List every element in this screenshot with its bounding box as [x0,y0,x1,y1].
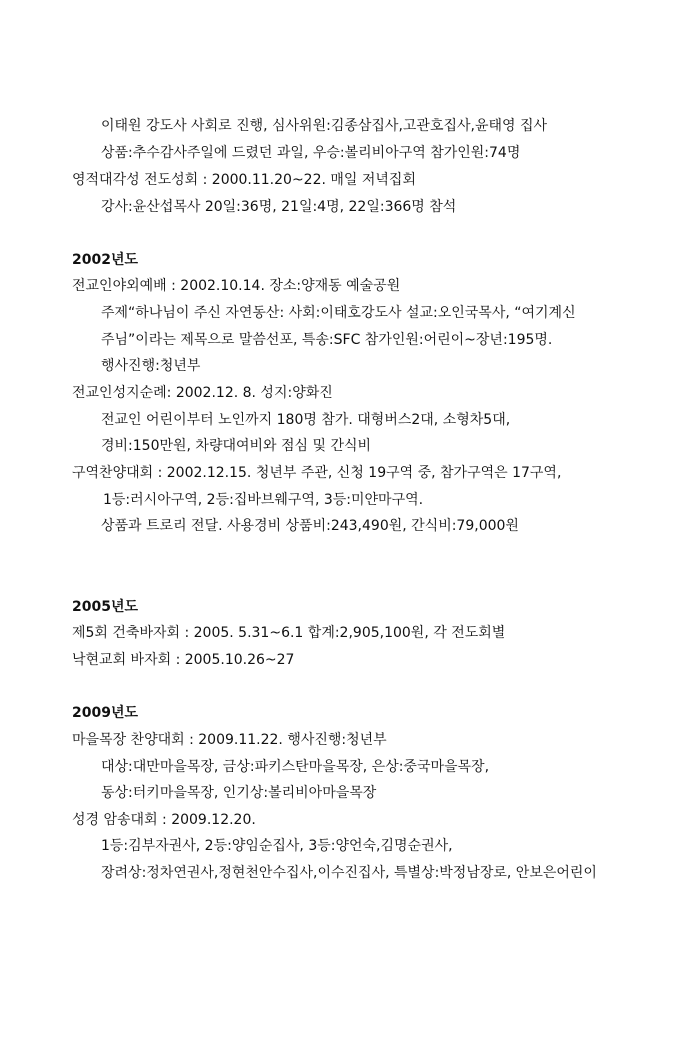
text-line: 대상:대만마을목장, 금상:파키스탄마을목장, 은상:중국마을목장, [101,759,490,775]
section-heading-2002: 2002년도 [72,252,139,268]
text-line: 이태원 강도사 사회로 진행, 심사위원:김종삼집사,고관호집사,윤태영 집사 [101,118,548,134]
text-line: 상품:추수감사주일에 드렸던 과일, 우승:볼리비아구역 참가인원:74명 [101,145,521,161]
text-line: 주님”이라는 제목으로 말씀선포, 특송:SFC 참가인원:어린이~장년:195명. [101,332,553,348]
text-line: 영적대각성 전도성회 : 2000.11.20~22. 매일 저녁집회 [72,172,416,188]
text-line: 제5회 건축바자회 : 2005. 5.31~6.1 합계:2,905,100원, 각 전도회별 [72,625,506,641]
section-heading-2005: 2005년도 [72,599,139,615]
text-line: 경비:150만원, 차량대여비와 점심 및 간식비 [101,438,372,454]
text-line: 동상:터키마을목장, 인기상:볼리비아마을목장 [101,785,377,801]
section-heading-2009: 2009년도 [72,705,139,721]
text-line: 행사진행:청년부 [101,358,201,374]
text-line: 강사:윤산섭목사 20일:36명, 21일:4명, 22일:366명 참석 [101,199,457,215]
text-line: 전교인야외예배 : 2002.10.14. 장소:양재동 예술공원 [72,278,401,294]
text-line: 1등:러시아구역, 2등:집바브웨구역, 3등:미얀마구역. [103,492,424,508]
text-line: 장려상:정차연권사,정현천안수집사,이수진집사, 특별상:박정남장로, 안보은어린이 [101,865,597,881]
text-line: 1등:김부자권사, 2등:양임순집사, 3등:양언숙,김명순권사, [101,838,453,854]
text-line: 낙현교회 바자회 : 2005.10.26~27 [72,652,295,668]
text-line: 구역찬양대회 : 2002.12.15. 청년부 주관, 신청 19구역 중, 참가구역은 17구역, [72,465,562,481]
text-line: 주제“하나님이 주신 자연동산: 사회:이태호강도사 설교:오인국목사, “여기계신 [101,305,576,321]
text-line: 전교인 어린이부터 노인까지 180명 참가. 대형버스2대, 소형차5대, [101,412,511,428]
text-line: 상품과 트로리 전달. 사용경비 상품비:243,490원, 간식비:79,000원 [101,518,519,534]
text-line: 전교인성지순례: 2002.12. 8. 성지:양화진 [72,385,333,401]
text-line: 성경 암송대회 : 2009.12.20. [72,812,256,828]
text-line: 마을목장 찬양대회 : 2009.11.22. 행사진행:청년부 [72,732,387,748]
